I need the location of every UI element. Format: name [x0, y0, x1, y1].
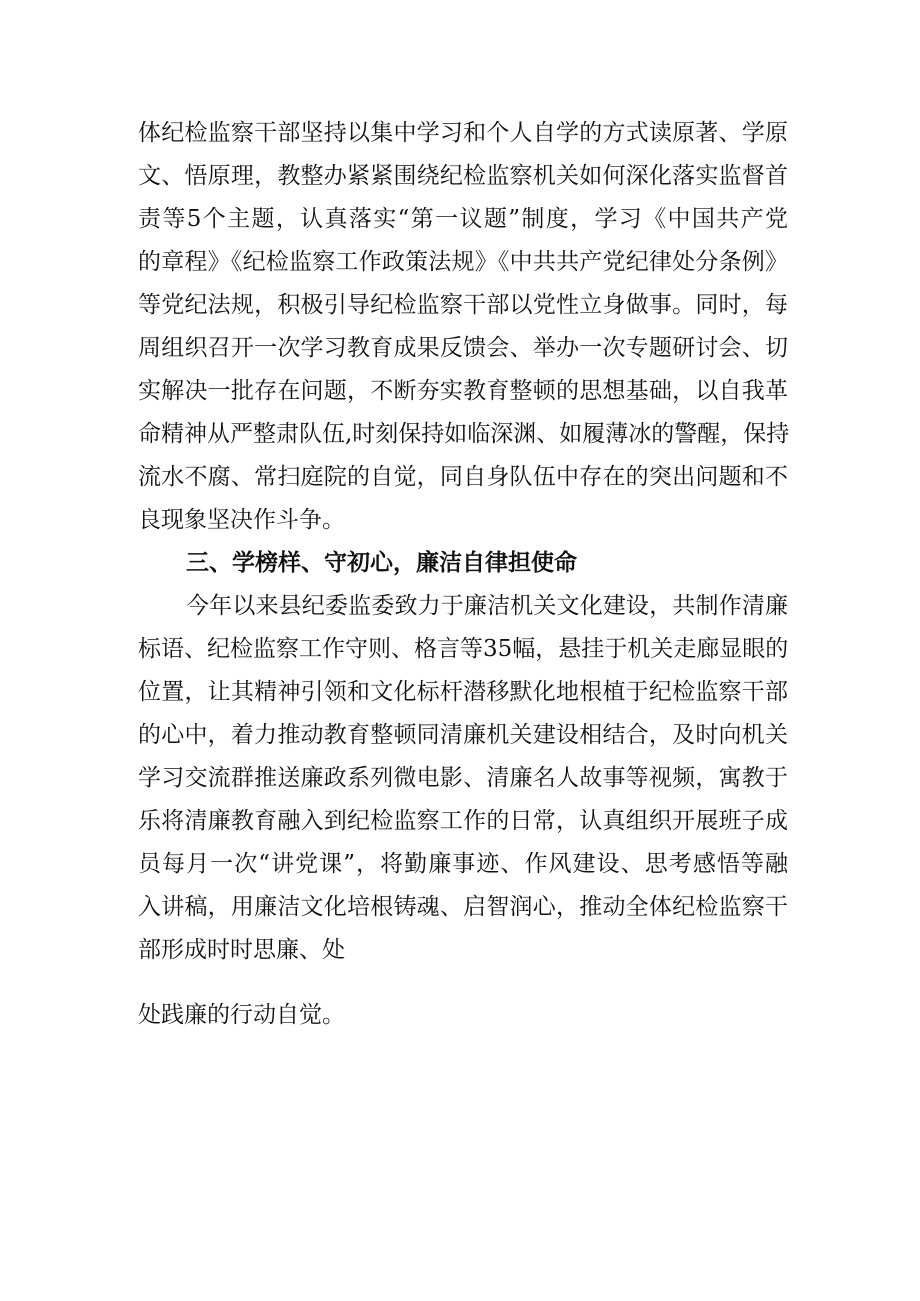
paragraph-line: 的章程》《纪检监察工作政策法规》《中共共产党纪律处分条例》 — [138, 249, 788, 275]
paragraph-line: 今年以来县纪委监委致力于廉洁机关文化建设，共制作清廉 — [186, 593, 788, 619]
paragraph-line: 员每月一次“讲党课”，将勤廉事迹、作风建设、思考感悟等融 — [138, 851, 788, 877]
paragraph-line: 标语、纪检监察工作守则、格言等35幅，悬挂于机关走廊显眼的 — [138, 636, 789, 662]
section-heading: 三、学榜样、守初心，廉洁自律担使命 — [186, 550, 577, 576]
paragraph-line: 学习交流群推送廉政系列微电影、清廉名人故事等视频，寓教于 — [138, 765, 788, 791]
paragraph-line: 部形成时时思廉、处 — [138, 937, 345, 963]
paragraph-line: 体纪检监察干部坚持以集中学习和个人自学的方式读原著、学原 — [138, 120, 788, 146]
paragraph-line: 入讲稿，用廉洁文化培根铸魂、启智润心，推动全体纪检监察干 — [138, 894, 788, 920]
paragraph-line: 的心中，着力推动教育整顿同清廉机关建设相结合，及时向机关 — [138, 722, 788, 748]
paragraph-line: 良现象坚决作斗争。 — [138, 507, 345, 533]
paragraph-line: 周组织召开一次学习教育成果反馈会、举办一次专题研讨会、切 — [138, 335, 788, 361]
paragraph-line: 流水不腐、常扫庭院的自觉，同自身队伍中存在的突出问题和不 — [138, 464, 788, 490]
paragraph-line: 文、悟原理，教整办紧紧围绕纪检监察机关如何深化落实监督首 — [138, 163, 788, 189]
paragraph-line: 命精神从严整肃队伍,时刻保持如临深渊、如履薄冰的警醒，保持 — [138, 421, 790, 447]
trailing-line: 处践廉的行动自觉。 — [138, 1002, 345, 1028]
paragraph-line: 实解决一批存在问题，不断夯实教育整顿的思想基础，以自我革 — [138, 378, 788, 404]
paragraph-line: 责等5个主题，认真落实“第一议题”制度，学习《中国共产党 — [138, 206, 788, 232]
paragraph-line: 等党纪法规，积极引导纪检监察干部以党性立身做事。同时，每 — [138, 292, 788, 318]
paragraph-line: 乐将清廉教育融入到纪检监察工作的日常，认真组织开展班子成 — [138, 808, 788, 834]
paragraph-line: 位置，让其精神引领和文化标杆潜移默化地根植于纪检监察干部 — [138, 679, 788, 705]
